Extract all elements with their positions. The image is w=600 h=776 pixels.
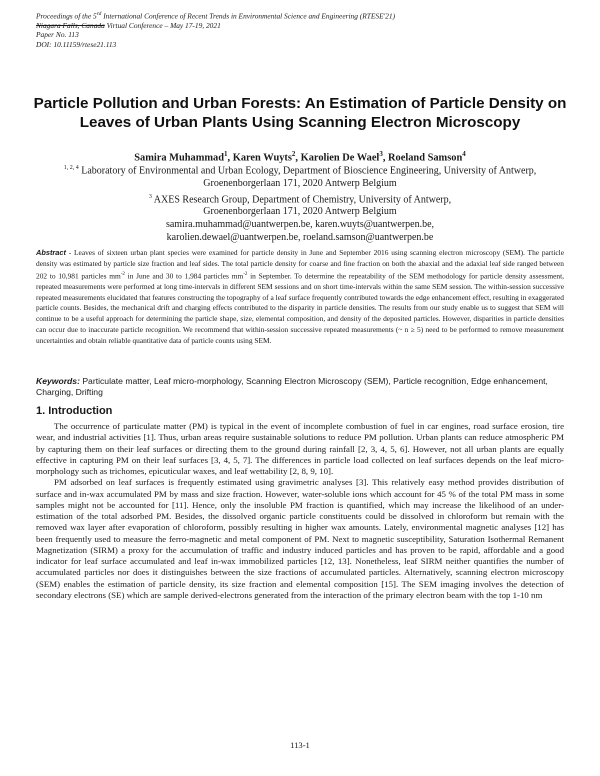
affiliation-1-address: Groenenborgerlaan 171, 2020 Antwerp Belgium bbox=[203, 177, 397, 189]
proceedings-header bbox=[36, 10, 566, 49]
affiliations bbox=[30, 162, 570, 244]
abstract-label: Abstract bbox=[36, 248, 66, 257]
doi: DOI: 10.11159/rtese21.113 bbox=[36, 39, 117, 49]
paragraph: The occurrence of particulate matter (PM) is typical in the event of incomplete combustion of fuel in car engines, road surface erosion, tire wear, and industrial activities [1]. Thus, urban areas require sustainable solutions to reduce PM pollution. Urban plants can reduce atmospheric PM by capturing them on their leaf surfaces or directing them to the ground during rainfall [2, 3, 4, 5, 6]. However, not all urban plants are equally effective in capturing PM on their leaf surfaces [3, 4, 5, 7]. The differences in particle load collected on leaf surfaces depends on the leaf micro-morphology such as trichomes, epicuticular waxes, and leaf wettability [2, 8, 9, 10]. bbox=[36, 421, 564, 476]
affiliation-1: $^{1, 2, 4}$ Laboratory of Environmental and Urban Ecology, Department of Bioscience Engineering, University of Antwerp, bbox=[63, 165, 537, 177]
section-heading: 1. Introduction bbox=[36, 405, 113, 417]
affiliation-3-address: Groenenborgerlaan 171, 2020 Antwerp Belgium bbox=[203, 206, 397, 218]
abstract: Abstract - Leaves of sixteen urban plant species were examined for particle density in June and September 2016 using scanning electron microscopy (SEM). The particle density was estimated by particle size fraction and leaf sides. The total particle density for coarse and fine fraction on both the abaxial and the adaxial leaf side ranged between 202 to 10,981 particles $mm^{-2}$ in June and 30 to 1,984 particles $mm^{-2}$ in September. To determine the repeatability of the SEM methodology for particle density assessment, repeated measurements were performed at long time-intervals in different SEM sessions and on short time-intervals within the same SEM session. The within-session successive repeated measurements elucidated that features constructing the topography of a leaf surface frequently contributed towards the edge enhancement effect, resulting in exaggerated particle counts. Besides, the mechanical drift and charging effects contributed to the disparity in particle densities. The results from our study enable us to suggest that SEM will continue to be a useful approach for determining the particle shape, size, elemental composition, and density of the deposited particles. However, disparities in particle densities can occur due to inaccurate particle recognition. We recommend that within-session successive repeated measurements (~ n ≥ 5) need to be performed to remove measurement uncertainties and obtain reliable quantitative data of particle counts using SEM. bbox=[36, 248, 564, 345]
introduction-body bbox=[36, 421, 564, 601]
authors: Samira Muhammad$^1$, Karen Wuyts$^2$, Karolien De Wael$^3$, Roeland Samson$^4$ bbox=[134, 150, 466, 164]
keywords: Keywords: Particulate matter, Leaf micro-morphology, Scanning Electron Microscopy (SEM), Particle recognition, Edge enhancement, Charging, Drifting bbox=[36, 376, 548, 398]
venue-line: Niagara Falls, Canada Virtual Conference – May 17-19, 2021 bbox=[36, 20, 221, 30]
paper-title: Particle Pollution and Urban Forests: An Estimation of Particle Density on Leaves of Urban Plants Using Scanning Electron Microscopy bbox=[33, 95, 567, 131]
affiliation-3: $^3$ AXES Research Group, Department of Chemistry, University of Antwerp, bbox=[148, 193, 452, 205]
proceedings-line: Proceedings of the 5rd International Conference of Recent Trends in Environmental Science and Engineering (RTESE'21) bbox=[36, 11, 396, 21]
paper-number: Paper No. 113 bbox=[36, 30, 79, 40]
keywords-label: Keywords: bbox=[36, 376, 80, 386]
email-line-2: karolien.dewael@uantwerpen.be, roeland.samson@uantwerpen.be bbox=[166, 231, 434, 243]
page-number: 113-1 bbox=[290, 740, 310, 750]
paragraph: PM adsorbed on leaf surfaces is frequently estimated using gravimetric analyses [3]. This relatively easy method provides distribution of surface and in-wax accumulated PM by mass and size fraction. However, water-soluble ions which account for 45 % of the total PM mass in some samples might not be accounted for [11]. Hence, only the insoluble PM fraction is quantified, which may increase the likelihood of an under-estimation of the total adsorbed PM. Besides, the dissolved organic particle constituents could be dissolved in chloroform but remain with the removed wax layer after evaporation of chloroform, possibly resulting in higher wax amounts. Lately, environmental magnetic analyses [12] has been frequently used to measure the ferro-magnetic and metal component of PM. Next to magnetic susceptibility, Saturation Isothermal Remanent Magnetization (SIRM) a proxy for the accumulation of traffic and industry induced particles and has proven to be rapid, affordable and a good indicator for leaf surface accumulated and leaf in-wax immobilized particles [12, 13]. Nonetheless, leaf SIRM neither quantifies the number of accumulated particles nor does it distinguishes between the size fractions of accumulated particles. Alternatively, scanning electron microscopy (SEM) enables the estimation of particle density, its size fraction and elemental composition [15]. The SEM imaging involves the detection of secondary electrons (SE) which are sample derived-electrons generated from the interaction of the primary electron beam with the top 1-10 nm bbox=[36, 477, 564, 600]
email-line-1: samira.muhammad@uantwerpen.be, karen.wuyts@uantwerpen.be, bbox=[165, 219, 435, 231]
